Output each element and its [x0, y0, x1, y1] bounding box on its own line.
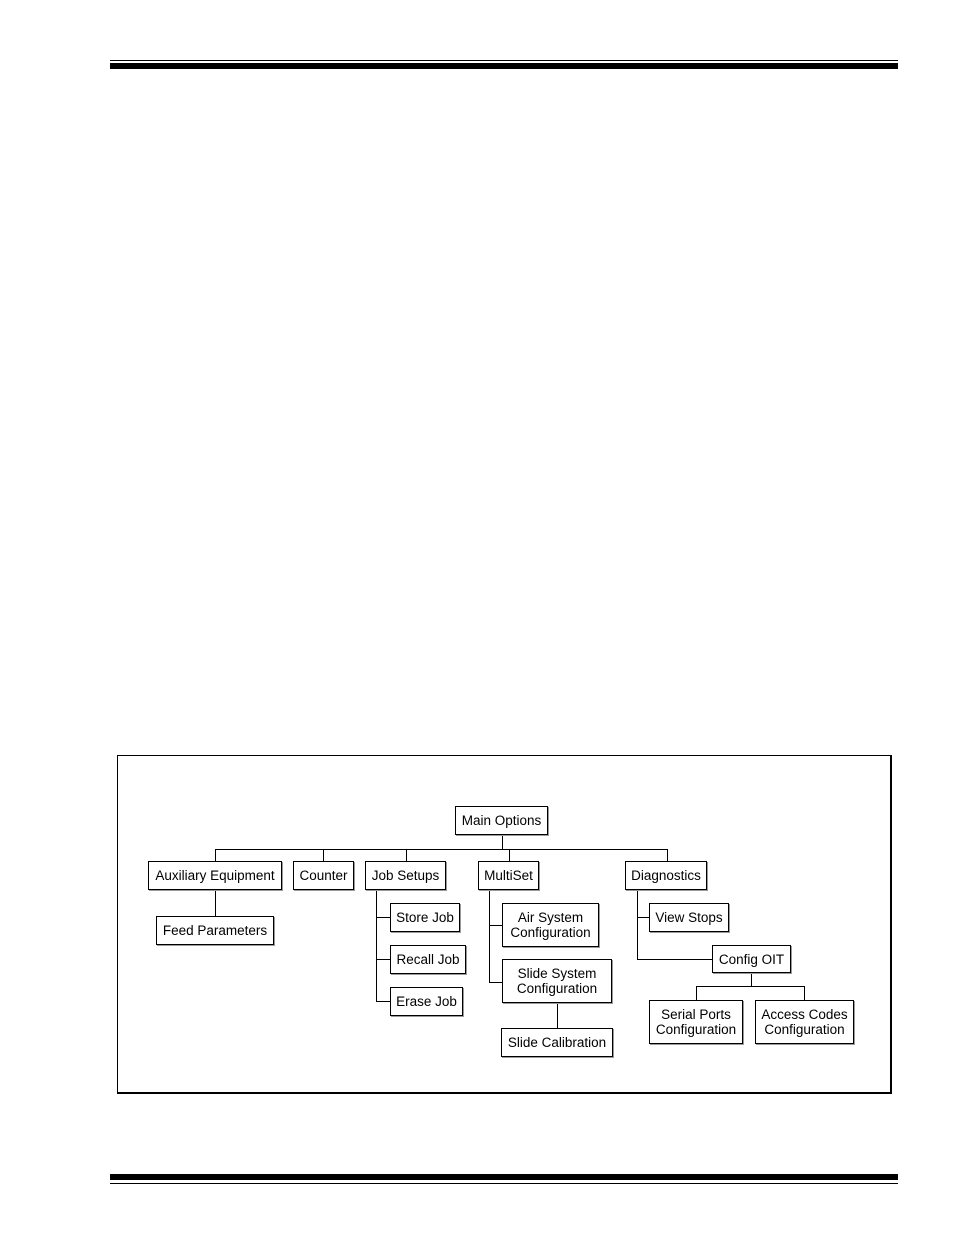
node-label-line1: Access Codes [761, 1007, 848, 1022]
menu-diagram-frame [117, 755, 892, 1094]
node-diagnostics [625, 861, 707, 890]
node-label: Main Options [461, 813, 542, 828]
node-config-oit [712, 945, 791, 973]
node-label-line1: Air System [517, 910, 584, 925]
bottom-footer-rule [110, 1174, 898, 1186]
bottom-rule-thick-line [110, 1174, 898, 1180]
node-air-system-configuration [502, 903, 599, 947]
node-counter [293, 861, 354, 890]
node-label: Feed Parameters [162, 923, 268, 938]
node-label-line2: Configuration [510, 925, 591, 940]
node-label: Slide Calibration [507, 1035, 607, 1050]
node-label: Diagnostics [631, 868, 701, 883]
node-label-line2: Configuration [516, 981, 598, 996]
node-label-line1: Slide System [517, 966, 597, 981]
node-label-line2: Configuration [655, 1022, 737, 1037]
node-label: Store Job [396, 910, 454, 925]
node-slide-calibration [501, 1028, 613, 1057]
node-view-stops [649, 903, 729, 932]
node-label: Recall Job [396, 952, 460, 967]
node-erase-job [390, 987, 463, 1016]
node-label-line2: Configuration [764, 1022, 845, 1037]
node-label-line1: Serial Ports [661, 1007, 731, 1022]
node-label: Counter [299, 868, 348, 883]
node-multiset [478, 861, 539, 890]
top-rule-thick-line [110, 63, 898, 69]
node-slide-system-configuration [502, 959, 612, 1003]
node-recall-job [390, 945, 466, 974]
node-access-codes-configuration [755, 1000, 854, 1044]
node-label: View Stops [655, 910, 723, 925]
node-label: Job Setups [371, 868, 440, 883]
bottom-rule-thin-line [110, 1183, 898, 1184]
top-header-rule [110, 60, 898, 72]
node-job-setups [365, 861, 446, 890]
node-serial-ports-configuration [649, 1000, 743, 1044]
node-main-options [455, 806, 548, 835]
node-store-job [390, 903, 460, 932]
top-rule-thin-line [110, 60, 898, 61]
node-label: Erase Job [396, 994, 457, 1009]
node-label: Config OIT [718, 951, 785, 967]
node-auxiliary-equipment [148, 861, 282, 890]
node-label: MultiSet [484, 868, 533, 883]
node-feed-parameters [156, 916, 274, 945]
node-label: Auxiliary Equipment [155, 868, 275, 883]
